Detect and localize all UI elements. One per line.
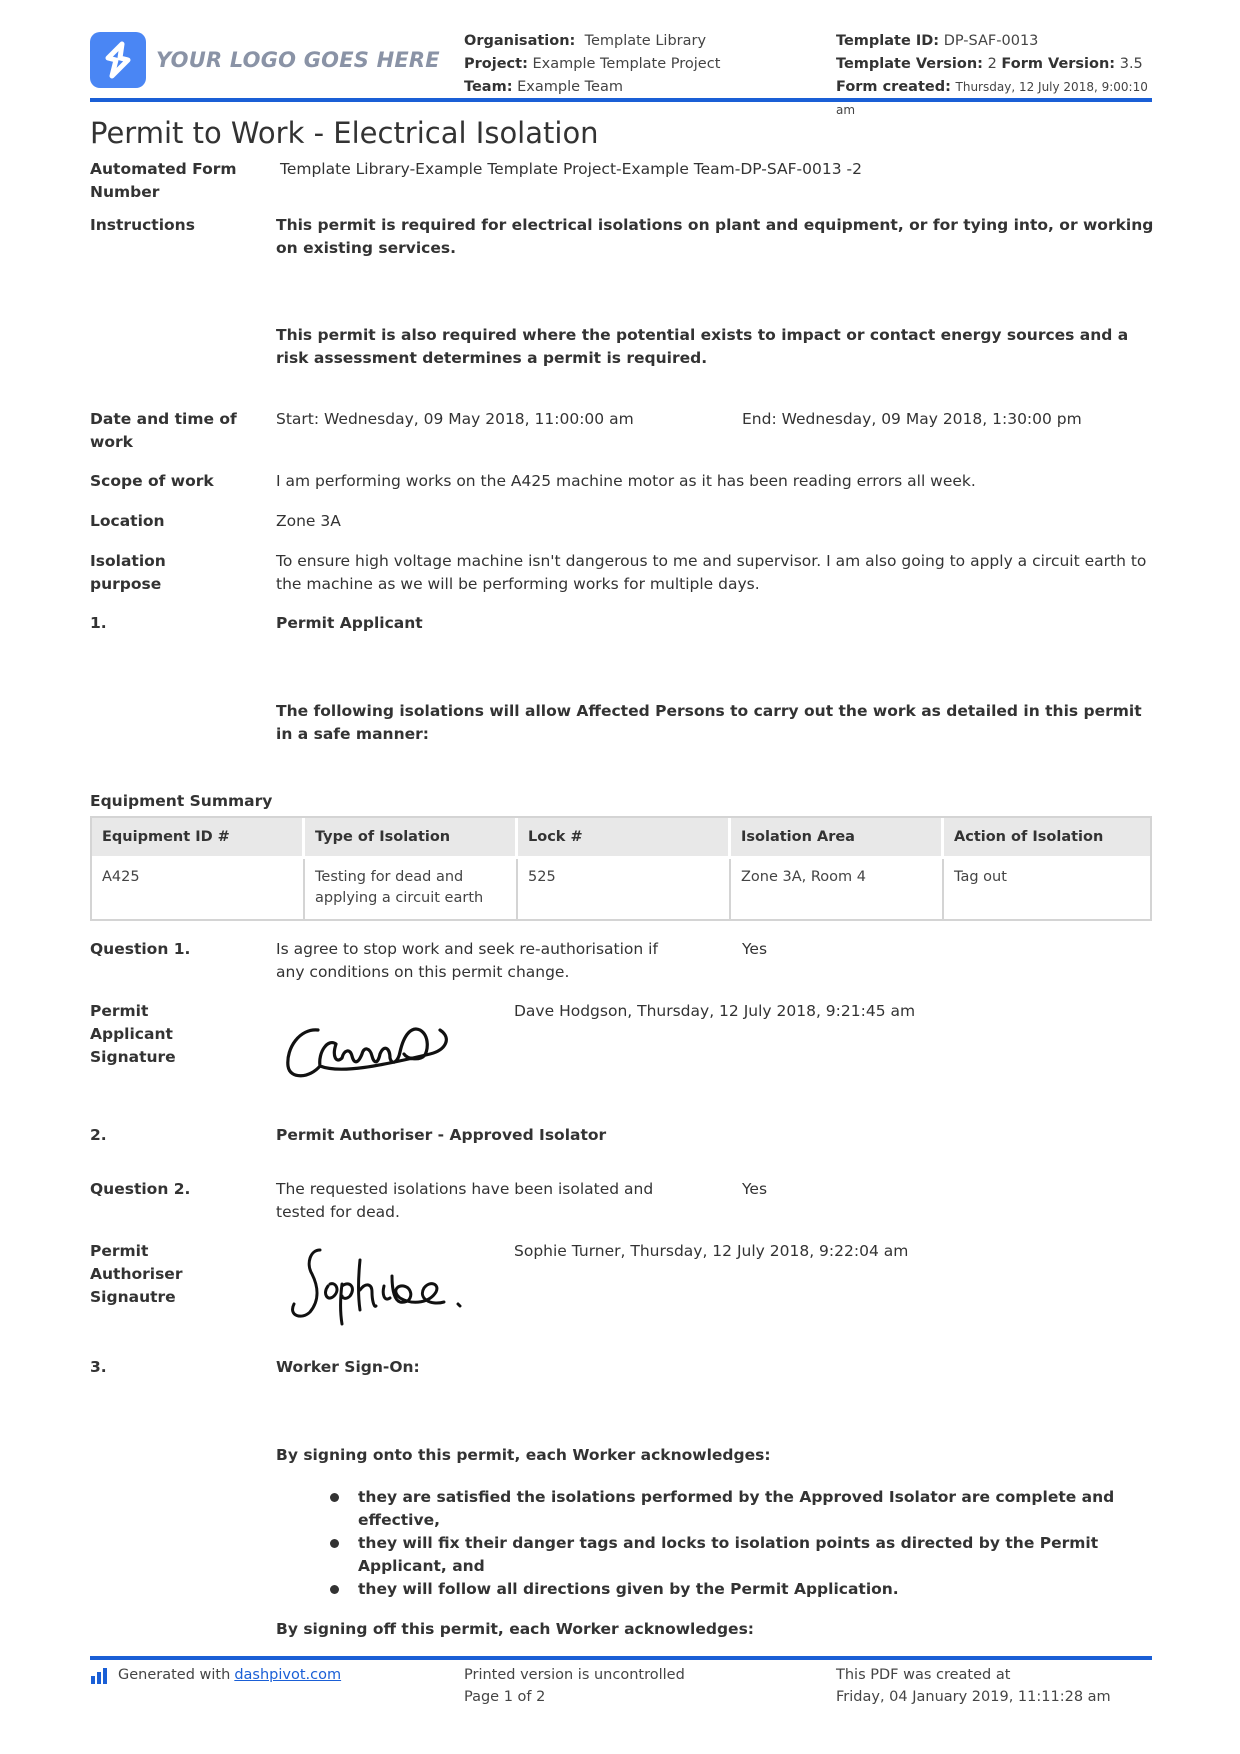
form-number-label: Automated Form Number [90, 160, 237, 201]
table-cell: Testing for dead and applying a circuit earth [305, 859, 518, 919]
table-cell: Tag out [954, 869, 1007, 885]
column-header: Isolation Area [731, 818, 944, 859]
organisation-label: Organisation: [464, 33, 576, 49]
bullet-icon [330, 1493, 339, 1502]
project-label: Project: [464, 56, 528, 72]
section-3-number: 3. [90, 1358, 107, 1376]
location-label: Location [90, 512, 165, 530]
column-header: Lock # [518, 818, 731, 859]
question-1-answer: Yes [742, 940, 768, 958]
section-1-heading: Permit Applicant [276, 614, 423, 632]
logo [90, 32, 440, 88]
question-2-label: Question 2. [90, 1180, 191, 1198]
template-version-value: 2 [987, 56, 997, 72]
acknowledgement-list [320, 1486, 1150, 1601]
sign-on-intro: By signing onto this permit, each Worker acknowledges: [276, 1446, 771, 1464]
list-item [320, 1486, 1150, 1532]
form-version-label: Form Version: [1001, 56, 1116, 72]
date-time-label: Date and time of work [90, 410, 237, 451]
authoriser-signed-by: Sophie Turner, Thursday, 12 July 2018, 9:22:04 am [514, 1242, 909, 1260]
section-3-heading: Worker Sign-On: [276, 1358, 420, 1376]
instructions-label: Instructions [90, 216, 195, 234]
authoriser-signature-image [280, 1240, 480, 1330]
section-1-number: 1. [90, 614, 107, 632]
instructions-p2: This permit is also required where the potential exists to impact or contact energy sources and a risk assessment determines a permit is required. [276, 326, 1129, 367]
section-2-heading: Permit Authoriser - Approved Isolator [276, 1126, 607, 1144]
pdf-created-label: This PDF was created at [836, 1667, 1011, 1683]
team-value: Example Team [517, 79, 623, 95]
uncontrolled-note: Printed version is uncontrolled [464, 1667, 685, 1683]
project-value: Example Template Project [532, 56, 721, 72]
dashpivot-link[interactable]: dashpivot.com [234, 1667, 342, 1683]
form-number-value: Template Library-Example Template Project-Example Team-DP-SAF-0013 -2 [280, 160, 862, 178]
end-time: End: Wednesday, 09 May 2018, 1:30:00 pm [742, 410, 1082, 428]
question-1-label: Question 1. [90, 940, 191, 958]
authoriser-signature-label: Permit Authoriser Signautre [90, 1242, 183, 1306]
header-template-block [836, 30, 1152, 122]
header-org-block [464, 30, 720, 99]
bullet-icon [330, 1585, 339, 1594]
question-2-answer: Yes [742, 1180, 768, 1198]
column-header: Equipment ID # [92, 818, 305, 859]
page-title: Permit to Work - Electrical Isolation [90, 116, 599, 150]
section-1-note: The following isolations will allow Affected Persons to carry out the work as detailed in this permit in a safe manner: [276, 702, 1142, 743]
acknowledgement-text: they will fix their danger tags and locks to isolation points as directed by the Permit Applicant, and [358, 1534, 1099, 1575]
template-id-value: DP-SAF-0013 [943, 33, 1039, 49]
instructions-p1: This permit is required for electrical isolations on plant and equipment, or for tying into, or working on existing services. [276, 216, 1154, 257]
column-header: Type of Isolation [305, 818, 518, 859]
bullet-icon [330, 1539, 339, 1548]
table-cell: 525 [518, 859, 731, 919]
acknowledgement-text: they are satisfied the isolations performed by the Approved Isolator are complete and effective, [358, 1488, 1115, 1529]
applicant-signature-label: Permit Applicant Signature [90, 1002, 176, 1066]
scope-value: I am performing works on the A425 machine motor as it has been reading errors all week. [276, 472, 976, 490]
question-2-text: The requested isolations have been isolated and tested for dead. [276, 1180, 654, 1221]
list-item [320, 1578, 1150, 1601]
generated-text: Generated with [118, 1667, 231, 1683]
start-time: Start: Wednesday, 09 May 2018, 11:00:00 am [276, 410, 634, 428]
table-cell: A425 [92, 859, 305, 919]
template-id-label: Template ID: [836, 33, 940, 49]
equipment-summary-title: Equipment Summary [90, 792, 273, 810]
table-cell: Zone 3A, Room 4 [731, 859, 944, 919]
footer-generated [90, 1664, 341, 1686]
logo-text: YOUR LOGO GOES HERE [156, 48, 440, 72]
column-header: Action of Isolation [944, 818, 1150, 859]
footer-middle [464, 1664, 685, 1708]
organisation-value: Template Library [584, 33, 707, 49]
pdf-created-value: Friday, 04 January 2019, 11:11:28 am [836, 1689, 1111, 1705]
equipment-table [90, 816, 1152, 921]
table-row [92, 859, 1150, 919]
isolation-purpose-value: To ensure high voltage machine isn't dangerous to me and supervisor. I am also going to apply a circuit earth to the machine as we will be performing works for multiple days. [276, 552, 1147, 593]
question-1-text: Is agree to stop work and seek re-authorisation if any conditions on this permit change. [276, 940, 658, 981]
form-version-value: 3.5 [1119, 56, 1143, 72]
form-created-label: Form created: [836, 79, 951, 95]
sign-off-intro: By signing off this permit, each Worker acknowledges: [276, 1620, 754, 1638]
bar-chart-icon [90, 1666, 112, 1684]
isolation-purpose-label: Isolation purpose [90, 552, 166, 593]
form-created-value: Thursday, 12 July 2018, 9:00:10 am [836, 80, 1148, 117]
table-header-row [92, 818, 1150, 859]
template-version-label: Template Version: [836, 56, 983, 72]
scope-label: Scope of work [90, 472, 214, 490]
acknowledgement-text: they will follow all directions given by the Permit Application. [358, 1580, 899, 1598]
team-label: Team: [464, 79, 513, 95]
applicant-signature-image [280, 1008, 460, 1088]
footer-right [836, 1664, 1111, 1708]
header-divider [90, 98, 1152, 102]
logo-icon [90, 32, 146, 88]
location-value: Zone 3A [276, 512, 341, 530]
page-header [90, 26, 1152, 117]
footer-divider [90, 1656, 1152, 1660]
list-item [320, 1532, 1150, 1578]
applicant-signed-by: Dave Hodgson, Thursday, 12 July 2018, 9:21:45 am [514, 1002, 916, 1020]
page-number: Page 1 of 2 [464, 1689, 546, 1705]
section-2-number: 2. [90, 1126, 107, 1144]
